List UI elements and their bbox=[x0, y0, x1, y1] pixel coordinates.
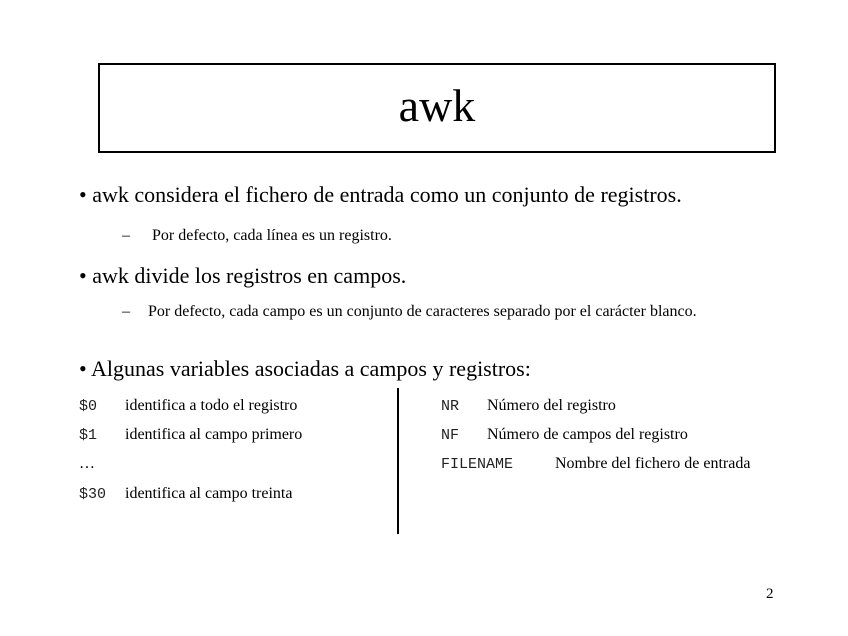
bullet-2: • awk divide los registros en campos. bbox=[79, 263, 407, 288]
var-name: FILENAME bbox=[441, 456, 514, 473]
bullet-3: • Algunas variables asociadas a campos y registros: bbox=[79, 356, 531, 381]
var-desc: Número del registro bbox=[487, 397, 616, 414]
var-row-filename bbox=[441, 455, 750, 473]
var-name: NF bbox=[441, 427, 460, 444]
var-desc: identifica al campo treinta bbox=[125, 485, 293, 502]
var-desc: Nombre del fichero de entrada bbox=[555, 455, 751, 472]
var-desc: identifica al campo primero bbox=[125, 426, 303, 443]
var-row-0 bbox=[79, 397, 297, 415]
var-row-nr bbox=[441, 397, 616, 415]
sub-bullet-1 bbox=[122, 227, 392, 245]
var-name: NR bbox=[441, 398, 460, 415]
sub-bullet-1-text: Por defecto, cada línea es un registro. bbox=[152, 227, 392, 244]
var-name: $30 bbox=[79, 486, 107, 503]
var-desc: Número de campos del registro bbox=[487, 426, 688, 443]
column-divider bbox=[397, 388, 399, 534]
var-row-1 bbox=[79, 426, 302, 444]
sub-bullet-2 bbox=[122, 303, 697, 321]
var-row-nf bbox=[441, 426, 688, 444]
sub-bullet-marker: – bbox=[122, 227, 130, 244]
title-box bbox=[98, 63, 776, 153]
var-name: $1 bbox=[79, 427, 98, 444]
slide-title: awk bbox=[398, 80, 476, 131]
page-number: 2 bbox=[766, 586, 774, 602]
var-row-3 bbox=[79, 485, 292, 503]
bullet-1: • awk considera el fichero de entrada como un conjunto de registros. bbox=[79, 182, 682, 207]
sub-bullet-marker: – bbox=[122, 303, 130, 320]
var-name: $0 bbox=[79, 398, 98, 415]
var-desc: identifica a todo el registro bbox=[125, 397, 298, 414]
var-ellipsis: … bbox=[79, 455, 95, 472]
sub-bullet-2-text: Por defecto, cada campo es un conjunto de caracteres separado por el carácter blanco. bbox=[148, 303, 697, 320]
var-row-2 bbox=[79, 455, 125, 473]
